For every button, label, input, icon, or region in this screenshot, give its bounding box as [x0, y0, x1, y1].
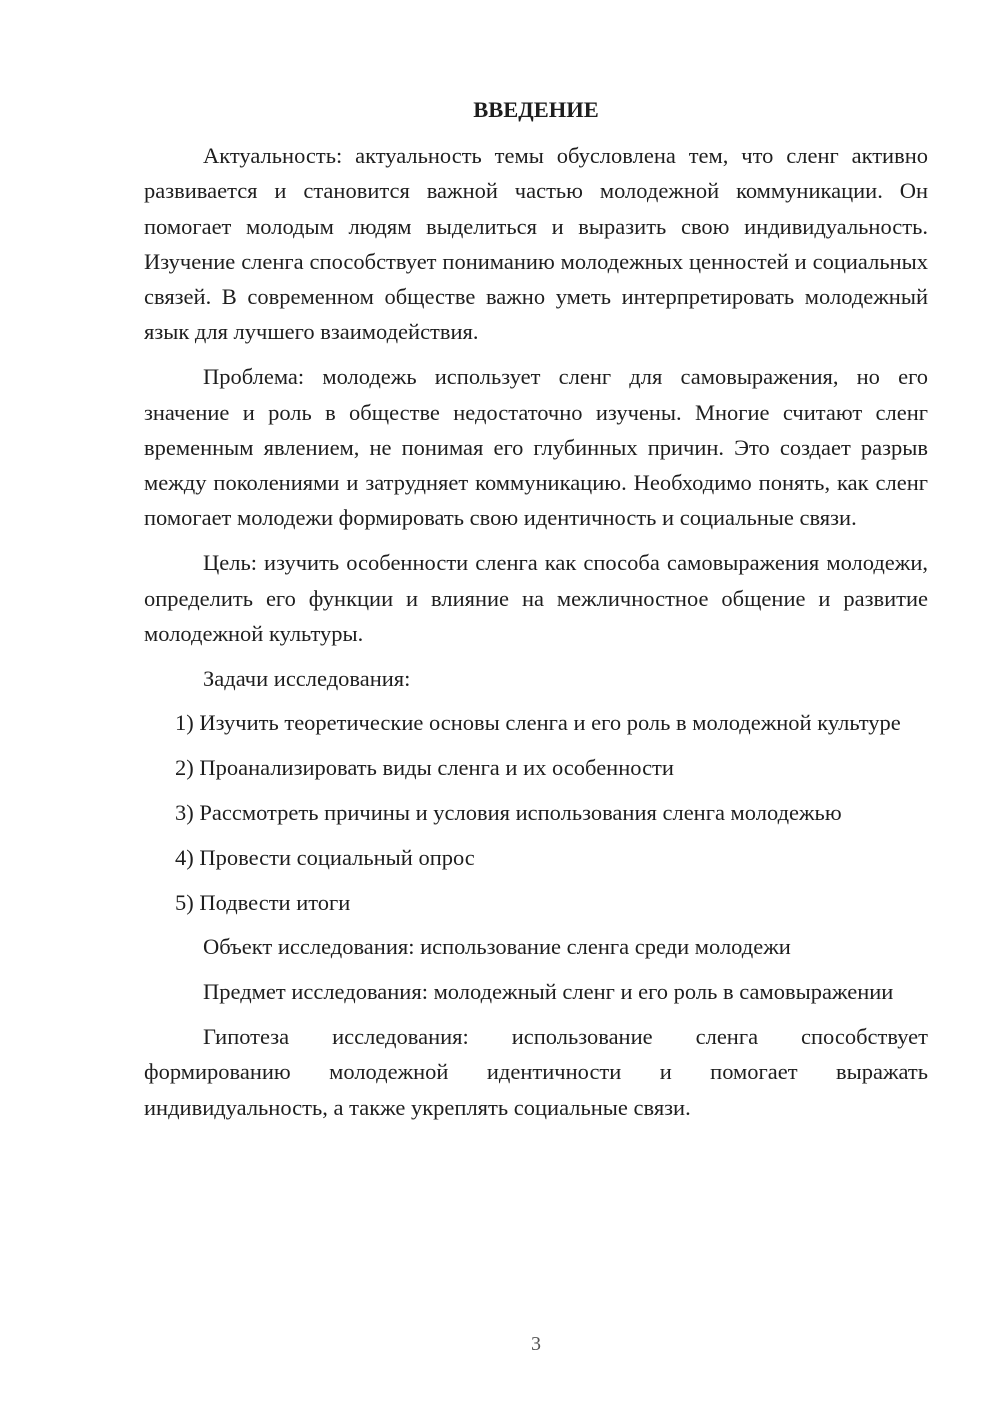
tasks-heading: Задачи исследования:: [203, 665, 411, 691]
research-object: Объект исследования: использование сленга среди молодежи: [203, 934, 791, 960]
goal-paragraph: Цель: изучить особенности сленга как способа самовыражения молодежи, определить его функции и влияние на межличностное общение и развитие молодежной культуры.: [144, 550, 928, 646]
research-subject: Предмет исследования: молодежный сленг и его роль в самовыражении: [203, 979, 894, 1005]
task-item-3: 3) Рассмотреть причины и условия использования сленга молодежью: [175, 800, 842, 826]
task-item-2: 2) Проанализировать виды сленга и их особенности: [175, 755, 674, 781]
page-number: 3: [531, 1333, 541, 1355]
problem-paragraph: Проблема: молодежь использует сленг для самовыражения, но его значение и роль в обществе недостаточно изучены. Многие считают сленг временным явлением, не понимая его глубинных причин. Это создает разрыв между поколениями и затрудняет коммуникацию. Необходимо понять, как сленг помогает молодежи формировать свою идентичность и социальные связи.: [144, 364, 928, 531]
research-hypothesis: Гипотеза исследования: использование сленга способствует формированию молодежной идентичности и помогает выражать индивидуальность, а также укреплять социальные связи.: [144, 1024, 928, 1120]
relevance-paragraph: Актуальность: актуальность темы обусловлена тем, что сленг активно развивается и становится важной частью молодежной коммуникации. Он помогает молодым людям выделиться и выразить свою индивидуальность. Изучение сленга способствует пониманию молодежных ценностей и социальных связей. В современном обществе важно уметь интерпретировать молодежный язык для лучшего взаимодействия.: [144, 143, 928, 345]
page-content: [144, 94, 928, 1134]
task-item-5: 5) Подвести итоги: [175, 889, 351, 915]
task-item-1: 1) Изучить теоретические основы сленга и его роль в молодежной культуре: [175, 710, 901, 736]
task-item-4: 4) Провести социальный опрос: [175, 844, 475, 870]
section-title: ВВЕДЕНИЕ: [473, 97, 599, 122]
tasks-list: [144, 705, 928, 919]
